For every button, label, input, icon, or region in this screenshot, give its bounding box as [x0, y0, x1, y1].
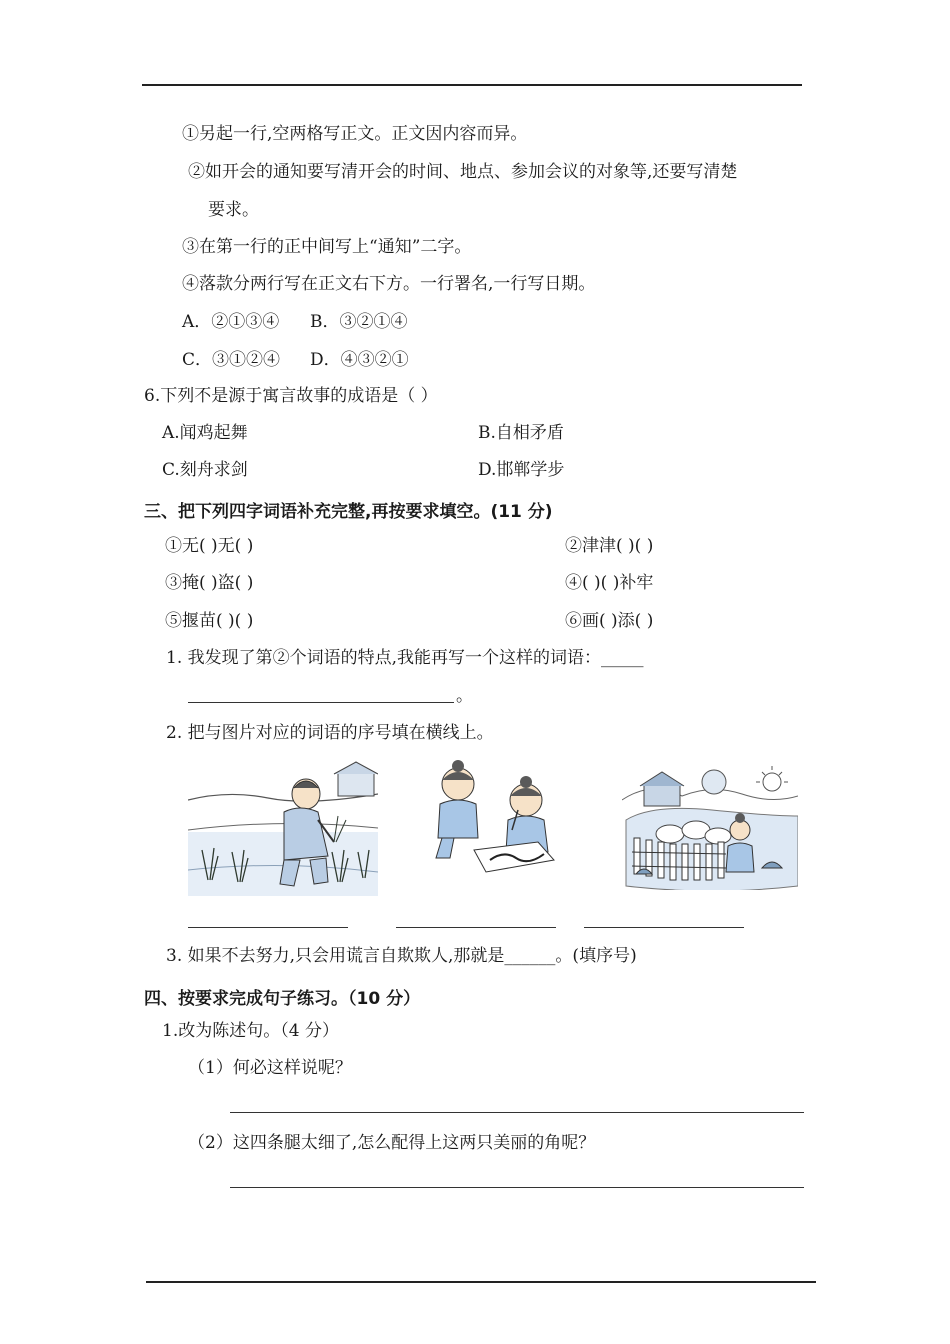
- word-blank-2: ②津津( )( ): [565, 536, 654, 556]
- answer-line-sentence-1[interactable]: [230, 1112, 804, 1113]
- picture-drawing-snake: [426, 760, 562, 874]
- picture-farmer-field: [188, 760, 378, 896]
- answer-line-picture-2[interactable]: [396, 927, 556, 928]
- answer-line-picture-3[interactable]: [584, 927, 744, 928]
- q5-step-1: ①另起一行,空两格写正文。正文因内容而异。: [182, 124, 528, 144]
- word-blank-5: ⑤揠苗( )( ): [165, 611, 254, 631]
- q6-stem: 6.下列不是源于寓言故事的成语是（ ）: [144, 386, 438, 406]
- answer-line-sub1[interactable]: [188, 702, 454, 703]
- q5-option-a: A．②①③④: [182, 312, 280, 332]
- q5-option-b: B．③②①④: [310, 312, 408, 332]
- q6-option-d: D.邯郸学步: [478, 460, 565, 480]
- sentence-1: （1）何必这样说呢？: [188, 1058, 352, 1078]
- word-blank-6: ⑥画( )添( ): [565, 611, 654, 631]
- word-blank-1: ①无( )无( ): [165, 536, 254, 556]
- section4-heading: 四、按要求完成句子练习。（10 分）: [144, 989, 421, 1009]
- q6-option-b: B.自相矛盾: [478, 423, 564, 443]
- footer-rule: [146, 1281, 816, 1283]
- sub-question-1-end: 。: [456, 686, 473, 706]
- picture-sheep-pen: [622, 760, 798, 890]
- section4-q1: 1.改为陈述句。（4 分）: [162, 1021, 339, 1041]
- sub-question-2: 2. 把与图片对应的词语的序号填在横线上。: [166, 723, 494, 743]
- word-blank-4: ④( )( )补牢: [565, 573, 654, 593]
- section3-heading: 三、把下列四字词语补充完整,再按要求填空。(11 分): [144, 502, 553, 522]
- q5-option-c: C．③①②④: [182, 350, 281, 370]
- answer-line-picture-1[interactable]: [188, 927, 348, 928]
- q6-option-c: C.刻舟求剑: [162, 460, 248, 480]
- sub-question-3: 3. 如果不去努力,只会用谎言自欺欺人,那就是______。(填序号): [166, 946, 637, 966]
- word-blank-3: ③掩( )盗( ): [165, 573, 254, 593]
- q5-step-2b: 要求。: [208, 200, 259, 220]
- answer-line-sentence-2[interactable]: [230, 1187, 804, 1188]
- sub-question-1: 1. 我发现了第②个词语的特点,我能再写一个这样的词语：_____: [166, 648, 644, 668]
- q5-step-4: ④落款分两行写在正文右下方。一行署名,一行写日期。: [182, 274, 596, 294]
- sentence-2: （2）这四条腿太细了,怎么配得上这两只美丽的角呢？: [188, 1133, 596, 1153]
- q6-option-a: A.闻鸡起舞: [162, 423, 248, 443]
- q5-step-3: ③在第一行的正中间写上“通知”二字。: [182, 237, 472, 257]
- q5-step-2a: ②如开会的通知要写清开会的时间、地点、参加会议的对象等,还要写清楚: [188, 162, 738, 182]
- header-rule: [142, 84, 802, 86]
- q5-option-d: D．④③②①: [310, 350, 409, 370]
